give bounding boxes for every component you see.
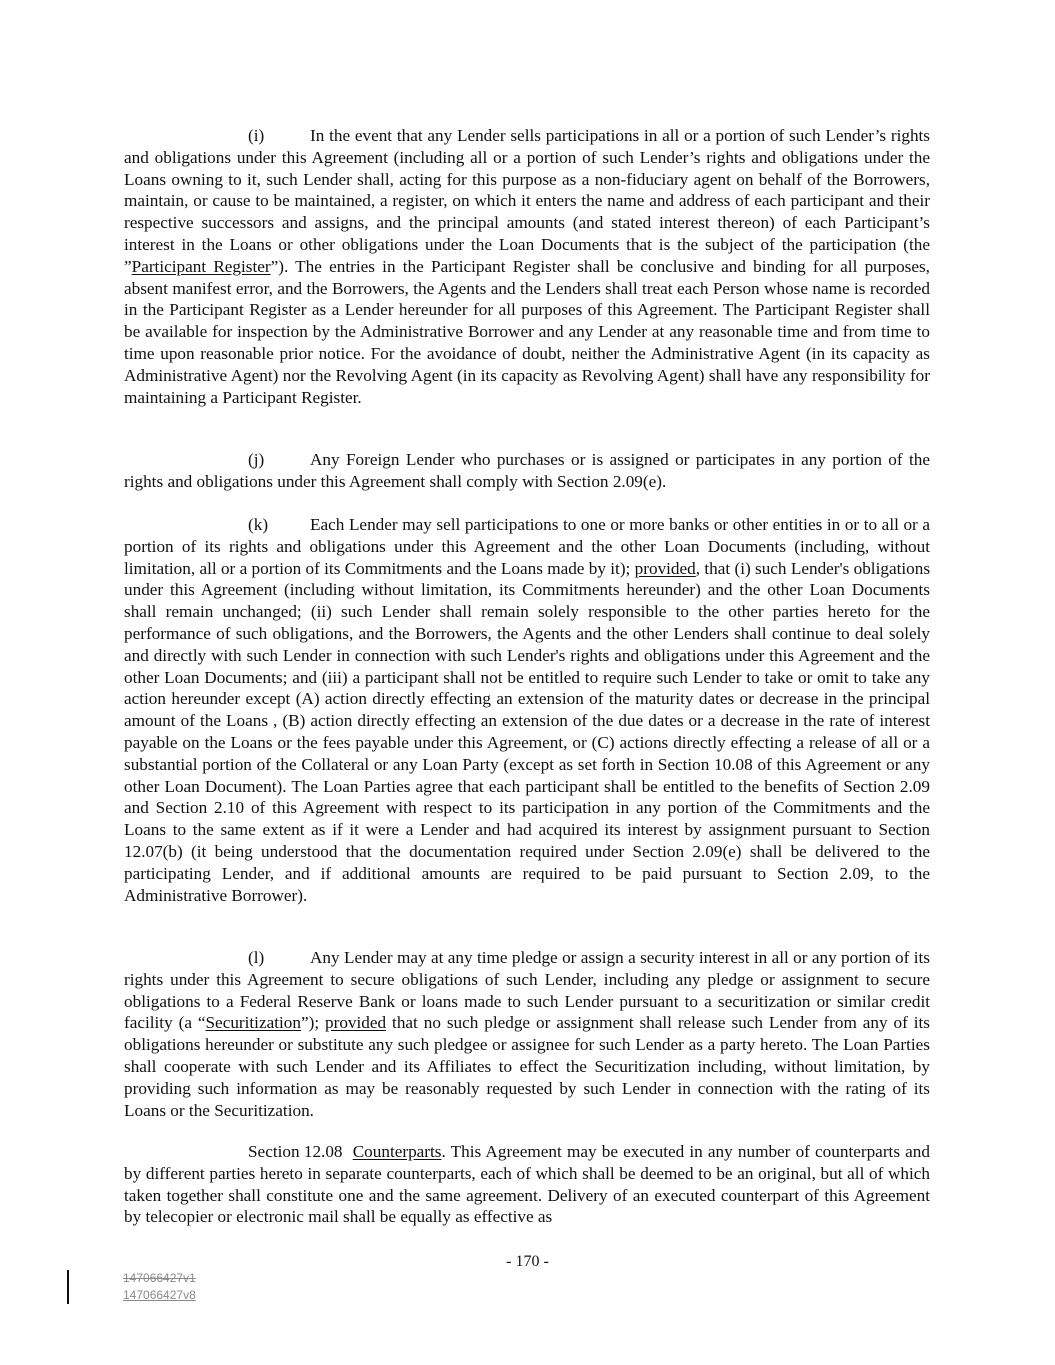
defined-term-securitization: Securitization [205,1013,301,1033]
provided-term-k: provided [634,558,696,578]
paragraph-l-text-b: ”); [300,1013,326,1033]
defined-term-participant-register: Participant Register [131,256,271,276]
section-12-08-label: Section 12.08 [248,1142,343,1161]
paragraph-label-k: (k) [248,515,269,534]
paragraph-j [124,449,930,493]
paragraph-i-text-b: ”). The entries in the Participant Register shall be conclusive and binding for all purposes, absent manifest error, and the Borrowers, the Agents and the Lenders shall treat each Person whose name is recorded in the Participant Register as a Lender hereunder for all purposes of this Agreement. The Participant Register shall be available for inspection by the Administrative Borrower and any Lender at any reasonable time and from time to time upon reasonable prior notice. For the avoidance of doubt, neither the Administrative Agent (in its capacity as Administrative Agent) nor the Revolving Agent (in its capacity as Revolving Agent) shall have any responsibility for maintaining a Participant Register. [124,256,930,407]
section-12-08-text: . This Agreement may be executed in any number of counterparts and by different parties hereto in separate counterparts, each of which shall be deemed to be an original, but all of which taken together shall constitute one and the same agreement. Delivery of an executed counterpart of this Agreement by telecopier or electronic mail shall be equally as effective as [124,1142,930,1227]
paragraph-label-i: (i) [248,126,265,145]
section-12-08 [124,1141,930,1228]
section-12-08-heading: Counterparts [352,1142,442,1161]
paragraph-label-j: (j) [248,450,265,469]
paragraph-l-text-a: Any Lender may at any time pledge or assign a security interest in all or any portion of its rights under this Agreement to secure obligations of such Lender, including any pledge or assignment to secure obligations to a Federal Reserve Bank or loans made to such Lender pursuant to a securitization or similar credit facility (a “ [124,948,930,1033]
paragraph-k-text-b: , that (i) such Lender's obligations under this Agreement (including without limitation, its Commitments hereunder) and the other Loan Documents shall remain unchanged; (ii) such Lender shall remain solely responsible to the other parties hereto for the performance of such obligations, and the Borrowers, the Agents and the other Lenders shall continue to deal solely and directly with such Lender in connection with such Lender's rights and obligations under this Agreement and the other Loan Documents; and (iii) a participant shall not be entitled to require such Lender to take or omit to take any action hereunder except (A) action directly effecting an extension of the maturity dates or decrease in the principal amount of the Loans , (B) action directly effecting an extension of the due dates or a decrease in the rate of interest payable on the Loans or the fees payable under this Agreement, or (C) actions directly effecting a release of all or a substantial portion of the Collateral or any Loan Party (except as set forth in Section 10.08 of this Agreement or any other Loan Document). The Loan Parties agree that each participant shall be entitled to the benefits of Section 2.09 and Section 2.10 of this Agreement with respect to its participation in any portion of the Commitments and the Loans to the same extent as if it were a Lender and had acquired its interest by assignment pursuant to Section 12.07(b) (it being understood that the documentation required under Section 2.09(e) shall be delivered to the participating Lender, and if additional amounts are required to be paid pursuant to Section 2.09, to the Administrative Borrower). [124,558,931,905]
provided-term-l: provided [325,1013,387,1033]
paragraph-label-l: (l) [248,948,265,967]
paragraph-l [124,947,930,1121]
revision-change-bar [67,1270,69,1304]
paragraph-l-text-c: that no such pledge or assignment shall release such Lender from any of its obligations hereunder or substitute any such pledgee or assignee for such Lender as a party hereto. The Loan Parties shall cooperate with such Lender and its Affiliates to effect the Securitization including, without limitation, by providing such information as may be reasonably requested by such Lender in connection with the rating of its Loans or the Securitization. [124,1013,930,1120]
document-id-new: 147066427v8 [123,1288,196,1302]
paragraph-k-text-a: Each Lender may sell participations to one or more banks or other entities in or to all or a portion of its rights and obligations under this Agreement and the other Loan Documents (including, without limitation, all or a portion of its Commitments and the Loans made by it); [124,515,930,578]
paragraph-j-text: Any Foreign Lender who purchases or is assigned or participates in any portion of the rights and obligations under this Agreement shall comply with Section 2.09(e). [124,450,930,491]
paragraph-k [124,514,930,906]
page-number: - 170 - [506,1253,549,1270]
paragraph-i [124,125,930,408]
document-id-old: 147066427v1 [123,1271,196,1285]
paragraph-i-text-a: In the event that any Lender sells participations in all or a portion of such Lender’s rights and obligations under this Agreement (including all or a portion of such Lender’s rights and obligations under the Loans owning to it, such Lender shall, acting for this purpose as a non-fiduciary agent on behalf of the Borrowers, maintain, or cause to be maintained, a register, on which it enters the name and address of each participant and their respective successors and assigns, and the principal amounts (and stated interest thereon) of each Participant’s interest in the Loans or other obligations under the Loan Documents that is the subject of the participation (the ” [124,126,930,276]
